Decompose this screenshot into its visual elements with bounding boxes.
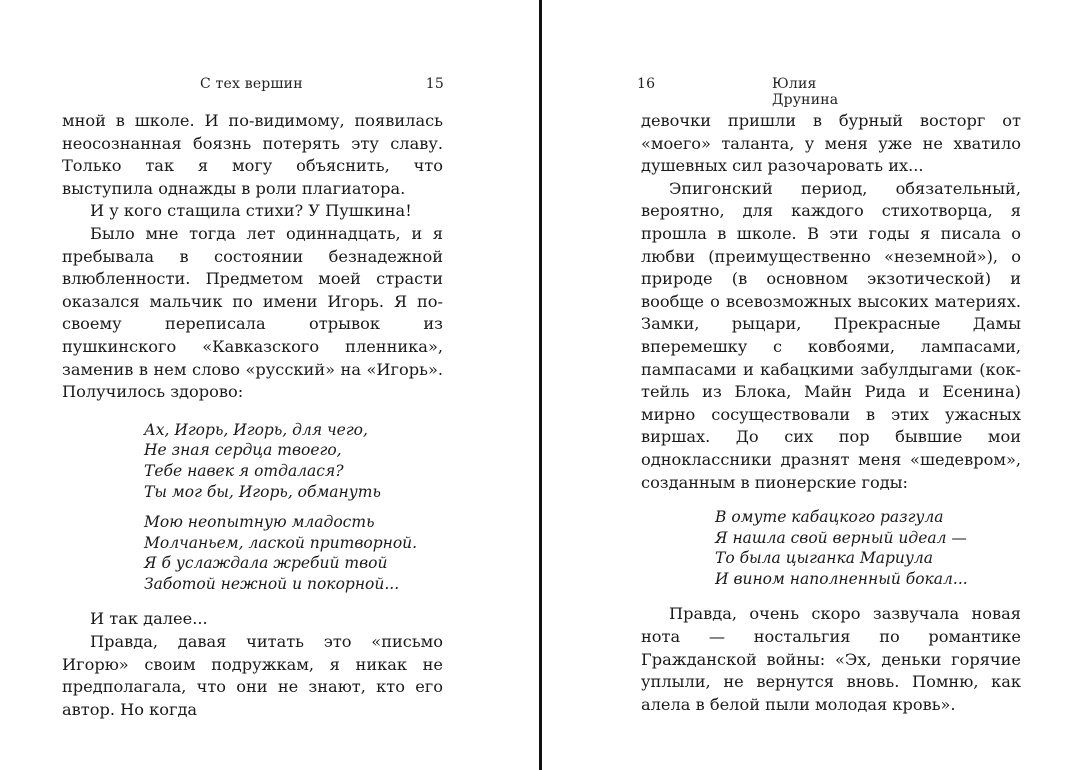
paragraph: И у кого стащила стихи? У Пушкина!	[90, 201, 412, 221]
verse-line: В омуте кабацкого разгула	[715, 508, 944, 527]
right-page-number: 16	[637, 76, 656, 92]
left-page	[0, 0, 539, 770]
right-running-header	[637, 76, 882, 108]
stanza	[715, 507, 1021, 589]
right-page-body	[641, 110, 1021, 716]
verse-line: Заботой нежной и покорной...	[144, 574, 400, 593]
left-page-body	[62, 110, 443, 721]
stanza	[144, 512, 443, 594]
left-running-header	[200, 76, 444, 96]
stanza	[144, 420, 443, 502]
verse-line: Я нашла свой верный идеал —	[715, 528, 967, 547]
paragraph: Правда, очень скоро зазвучала новая нота — ностальгия по романтике Гражданской войны: «Эх, деньки горячие уплыли, не вернутся вновь. Помню, как алела в белой пыли молодая кровь».	[641, 604, 1021, 714]
verse-line: Молчаньем, лаской притворной.	[144, 533, 418, 552]
right-page	[542, 0, 1085, 770]
paragraph: мной в школе. И по-видимому, появилась неосознанная боязнь потерять эту славу. Только так я могу объяснить, что выступила однажды в роли плагиатора.	[62, 111, 443, 198]
paragraph: И так далее...	[90, 609, 208, 629]
verse-block	[62, 420, 443, 595]
verse-line: И вином наполненный бокал...	[715, 569, 968, 588]
verse-line: Ты мог бы, Игорь, обмануть	[144, 482, 381, 501]
verse-block	[641, 507, 1021, 589]
paragraph: Правда, давая читать это «письмо Игорю» своим подружкам, я никак не предполагала, что они не знают, кто его автор. Но когда	[62, 632, 443, 719]
verse-line: Тебе навек я отдалася?	[144, 461, 344, 480]
verse-line: Ах, Игорь, Игорь, для чего,	[144, 420, 368, 439]
left-header-title: С тех вершин	[200, 76, 303, 92]
verse-line: То была цыганка Мариула	[715, 549, 933, 568]
paragraph: Эпигонский период, обязательный, вероятно, для каждого стихотворца, я прошла в школе. В эти годы я писала о любви (преимущественно «неземной»), о природе (в основном экзотической) и вообще о всевозможных высоких материях. Замки, рыцари, Прекрасные Дамы вперемешку с ковбоями, лампасами, пампасами и кабацкими забулдыгами (коктейль из Блока, Майн Рида и Есенина) мирно сосуществовали в этих ужасных виршах. До сих пор бывшие мои одноклассники дразнят меня «шедевром», созданным в пионерские годы:	[641, 178, 1021, 492]
left-page-number: 15	[425, 76, 444, 92]
right-header-title: Юлия Друнина	[772, 76, 839, 108]
paragraph: девочки пришли в бурный восторг от «моего» таланта, у меня уже не хватило душевных сил разочаровать их...	[641, 111, 1021, 176]
verse-line: Не зная сердца твоего,	[144, 441, 342, 460]
verse-line: Я б услаждала жребий твой	[144, 554, 388, 573]
paragraph: Было мне тогда лет одиннадцать, и я пребывала в состоянии безнадежной влюбленности. Предметом моей страсти оказался мальчик по имени Игорь. Я по-своему переписала отрывок из пушкинского «Кавказского пленника», заменив в нем слово «русский» на «Игорь». Получилось здорово:	[62, 223, 443, 402]
verse-line: Мою неопытную младость	[144, 513, 375, 532]
